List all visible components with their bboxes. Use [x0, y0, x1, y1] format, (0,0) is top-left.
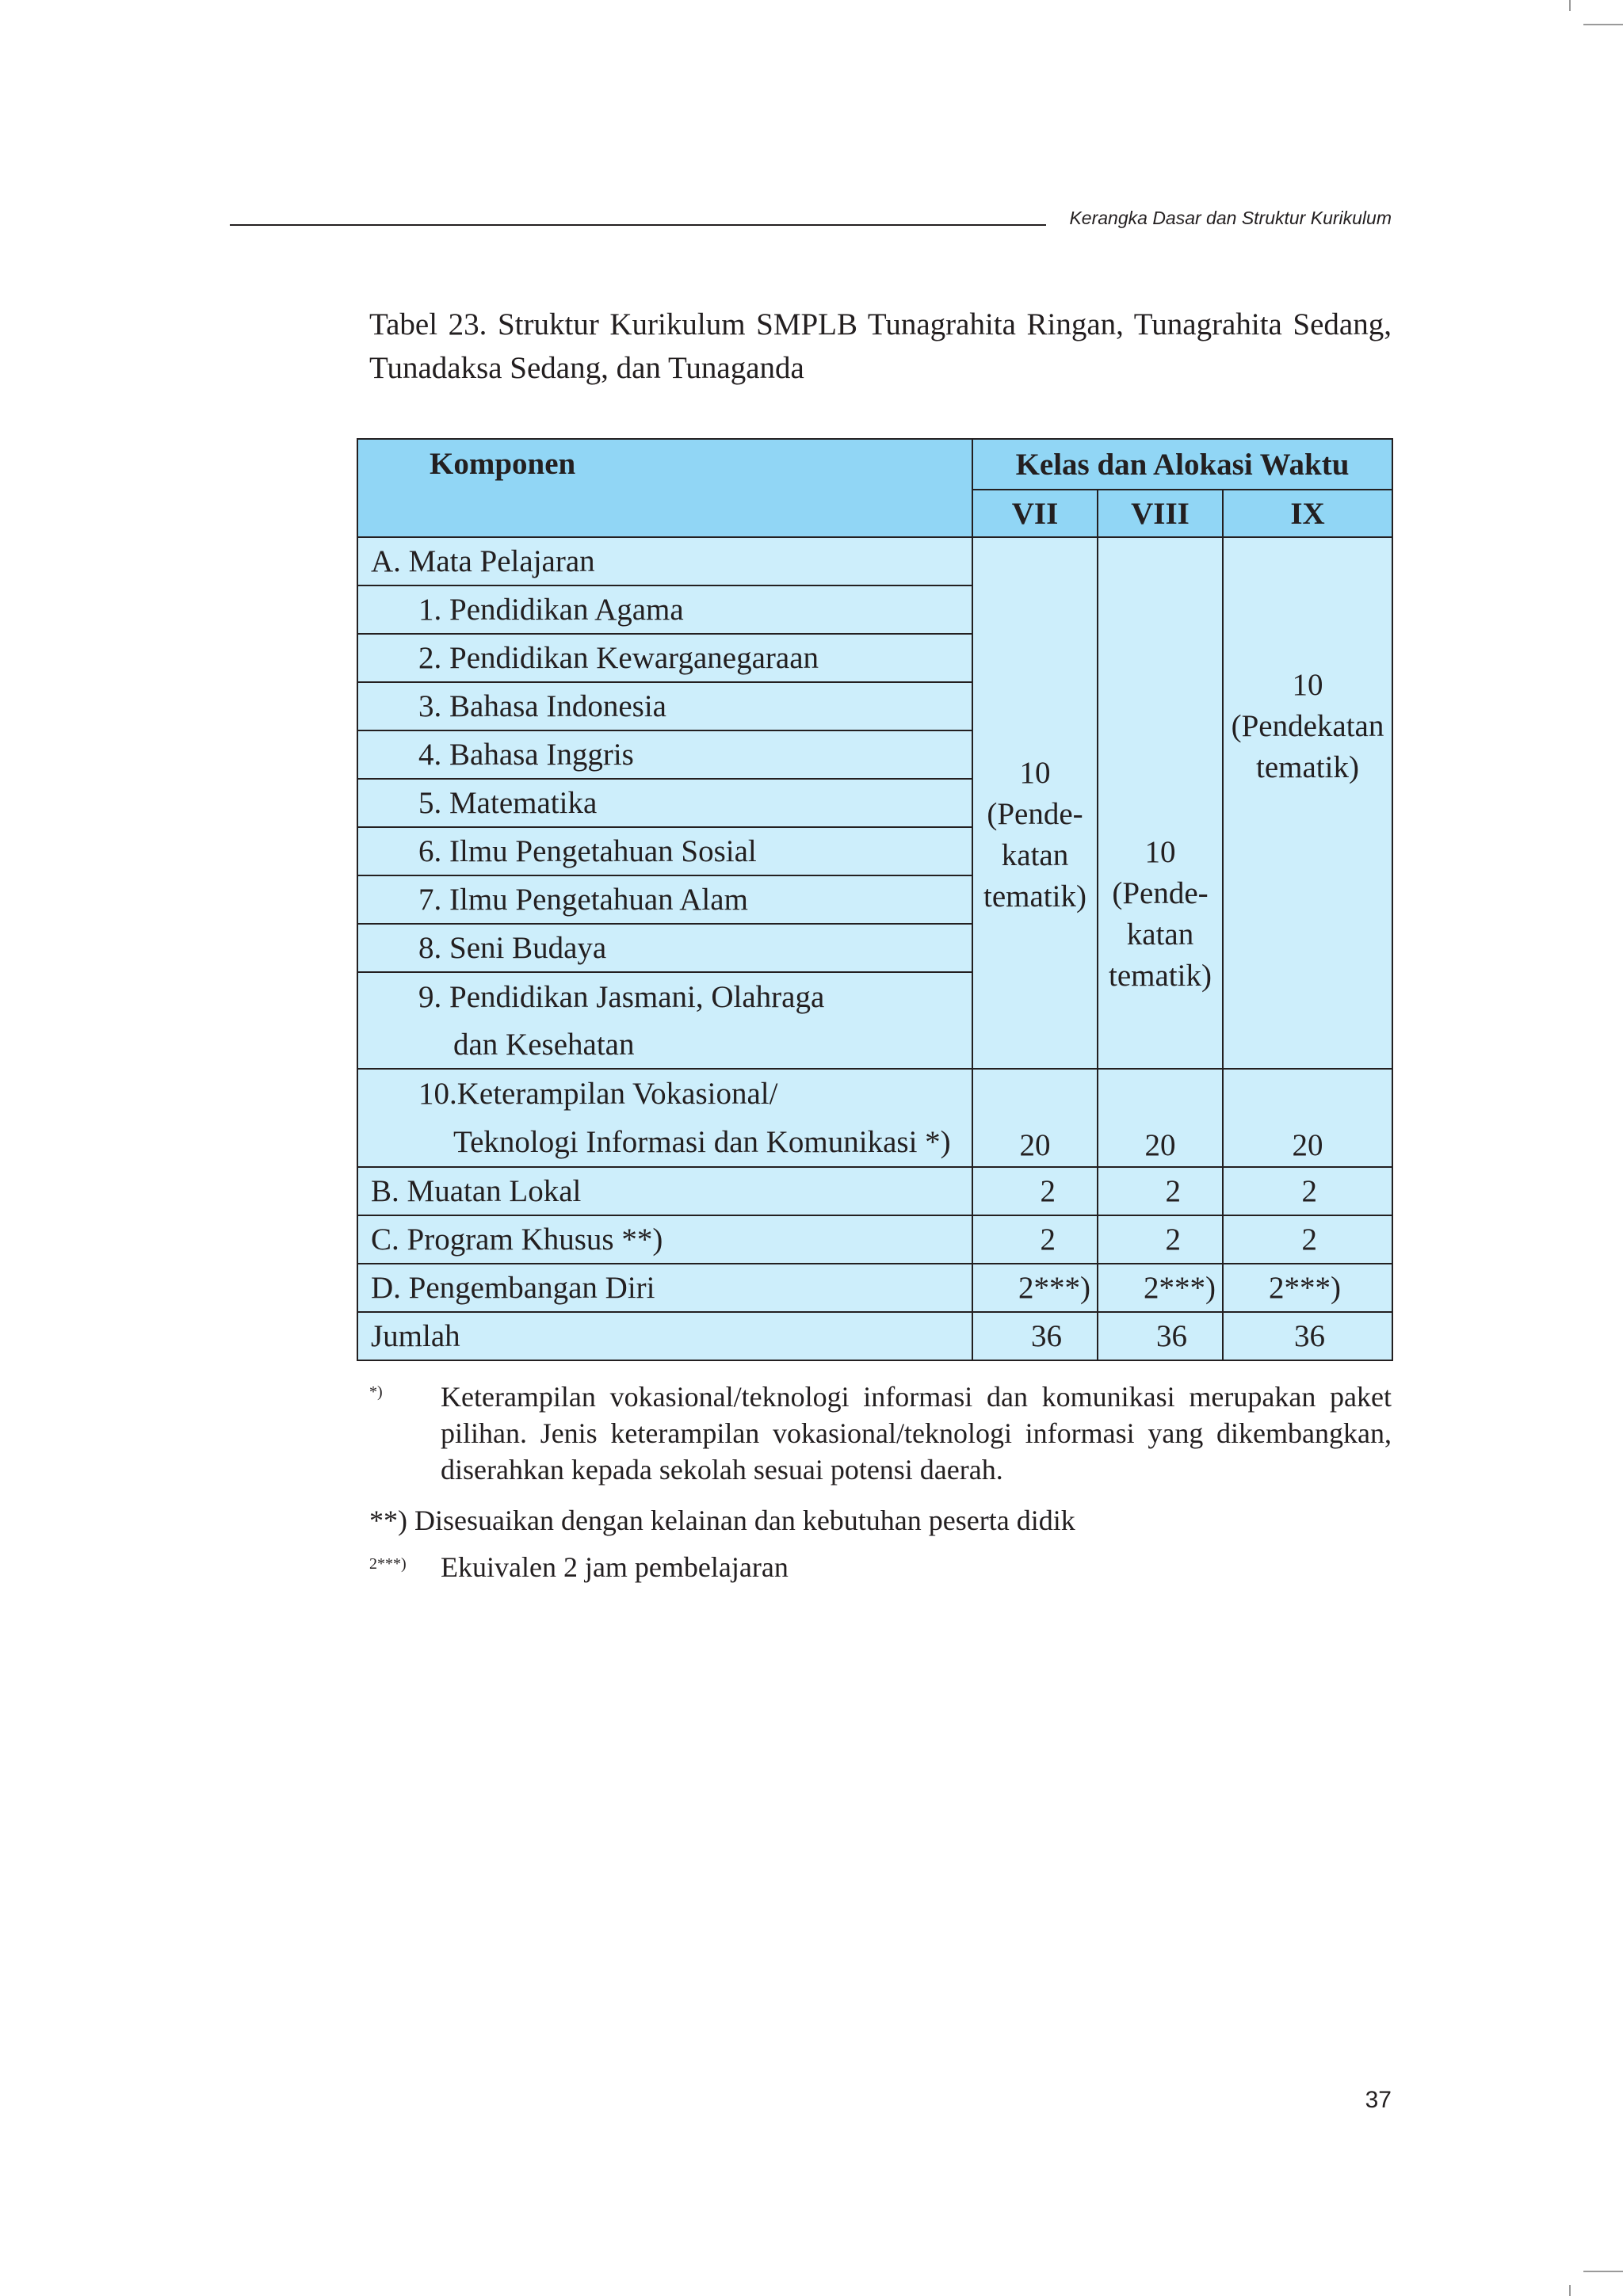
- subject-row: 1. Pendidikan Agama: [357, 585, 972, 634]
- vokasional-value-ix: 20: [1223, 1069, 1392, 1167]
- subject-row: 4. Bahasa Inggris: [357, 730, 972, 779]
- tematik-text: tematik): [1109, 958, 1212, 993]
- section-a-label: A. Mata Pelajaran: [357, 537, 972, 585]
- page-number: 37: [1365, 2087, 1392, 2113]
- subject-row-cont: dan Kesehatan: [357, 1020, 972, 1069]
- program-khusus-value: 2: [972, 1215, 1098, 1264]
- jumlah-value: 36: [1098, 1312, 1223, 1360]
- tematik-cell-viii: [1098, 537, 1223, 1069]
- header-grade-ix: IX: [1223, 490, 1392, 537]
- muatan-lokal-label: B. Muatan Lokal: [357, 1167, 972, 1215]
- tematik-text: tematik): [983, 879, 1086, 913]
- muatan-lokal-value: 2: [1223, 1167, 1392, 1215]
- tematik-text: (Pende-: [1112, 875, 1209, 910]
- subject-row: 2. Pendidikan Kewarganegaraan: [357, 634, 972, 682]
- vokasional-label-line: Teknologi Informasi dan Komunikasi *): [453, 1125, 951, 1159]
- header-grade-viii: VIII: [1098, 490, 1223, 537]
- vokasional-label: [357, 1069, 972, 1167]
- tematik-cell-vii: [972, 537, 1098, 1069]
- footnote-program-khusus: **) Disesuaikan dengan kelainan dan kebutuhan peserta didik: [369, 1505, 1075, 1536]
- vokasional-value-vii: 20: [972, 1069, 1098, 1167]
- muatan-lokal-value: 2: [972, 1167, 1098, 1215]
- tematik-text: 10: [1292, 668, 1323, 702]
- tematik-text: katan: [1001, 837, 1069, 872]
- footnote-mark: 2***): [369, 1555, 407, 1573]
- jumlah-value: 36: [1223, 1312, 1392, 1360]
- program-khusus-label: C. Program Khusus **): [357, 1215, 972, 1264]
- jumlah-value: 36: [972, 1312, 1098, 1360]
- jumlah-label: Jumlah: [357, 1312, 972, 1360]
- crop-mark: [1569, 2285, 1571, 2296]
- crop-mark: [1569, 0, 1571, 11]
- footnote-vokasional: [369, 1379, 1392, 1488]
- pengembangan-diri-value: 2***): [1098, 1264, 1223, 1312]
- header-rule: [230, 224, 1046, 226]
- subject-row: 7. Ilmu Pengetahuan Alam: [357, 875, 972, 924]
- curriculum-table: [357, 438, 1393, 1361]
- crop-mark: [1583, 2271, 1623, 2272]
- footnote-text: Keterampilan vokasional/teknologi informasi dan komunikasi merupakan paket pilihan. Jenis keterampilan vokasional/teknologi informasi yang dikembangkan, diserahkan kepada sekolah sesuai potensi daerah.: [441, 1381, 1392, 1486]
- header-komponen: Komponen: [357, 439, 972, 537]
- table-caption: Tabel 23. Struktur Kurikulum SMPLB Tunagrahita Ringan, Tunagrahita Sedang, Tunadaksa Sedang, dan Tunaganda: [369, 307, 1392, 385]
- tematik-text: 10: [1144, 834, 1176, 869]
- subject-row: 5. Matematika: [357, 779, 972, 827]
- subject-row: 6. Ilmu Pengetahuan Sosial: [357, 827, 972, 875]
- program-khusus-value: 2: [1098, 1215, 1223, 1264]
- footnote-pengembangan-diri: [369, 1549, 1392, 1585]
- vokasional-value-viii: 20: [1098, 1069, 1223, 1167]
- crop-mark: [1583, 24, 1623, 25]
- running-head: Kerangka Dasar dan Struktur Kurikulum: [1069, 208, 1392, 228]
- tematik-text: 10: [1019, 755, 1051, 790]
- muatan-lokal-value: 2: [1098, 1167, 1223, 1215]
- subject-row: 8. Seni Budaya: [357, 924, 972, 972]
- pengembangan-diri-label: D. Pengembangan Diri: [357, 1264, 972, 1312]
- vokasional-label-line: 10.Keterampilan Vokasional/: [418, 1077, 778, 1111]
- program-khusus-value: 2: [1223, 1215, 1392, 1264]
- tematik-cell-ix: [1223, 537, 1392, 1069]
- footnote-mark: *): [369, 1383, 383, 1401]
- tematik-text: tematik): [1256, 750, 1359, 784]
- pengembangan-diri-value: 2***): [1223, 1264, 1392, 1312]
- header-grade-vii: VII: [972, 490, 1098, 537]
- subject-row: 3. Bahasa Indonesia: [357, 682, 972, 730]
- footnote-text: Ekuivalen 2 jam pembelajaran: [441, 1551, 789, 1583]
- tematik-text: katan: [1126, 917, 1194, 952]
- tematik-text: (Pende-: [987, 796, 1083, 831]
- subject-row: 9. Pendidikan Jasmani, Olahraga: [357, 972, 972, 1020]
- pengembangan-diri-value: 2***): [972, 1264, 1098, 1312]
- header-kelas-alokasi: Kelas dan Alokasi Waktu: [972, 439, 1392, 490]
- tematik-text: (Pendekatan: [1231, 709, 1384, 743]
